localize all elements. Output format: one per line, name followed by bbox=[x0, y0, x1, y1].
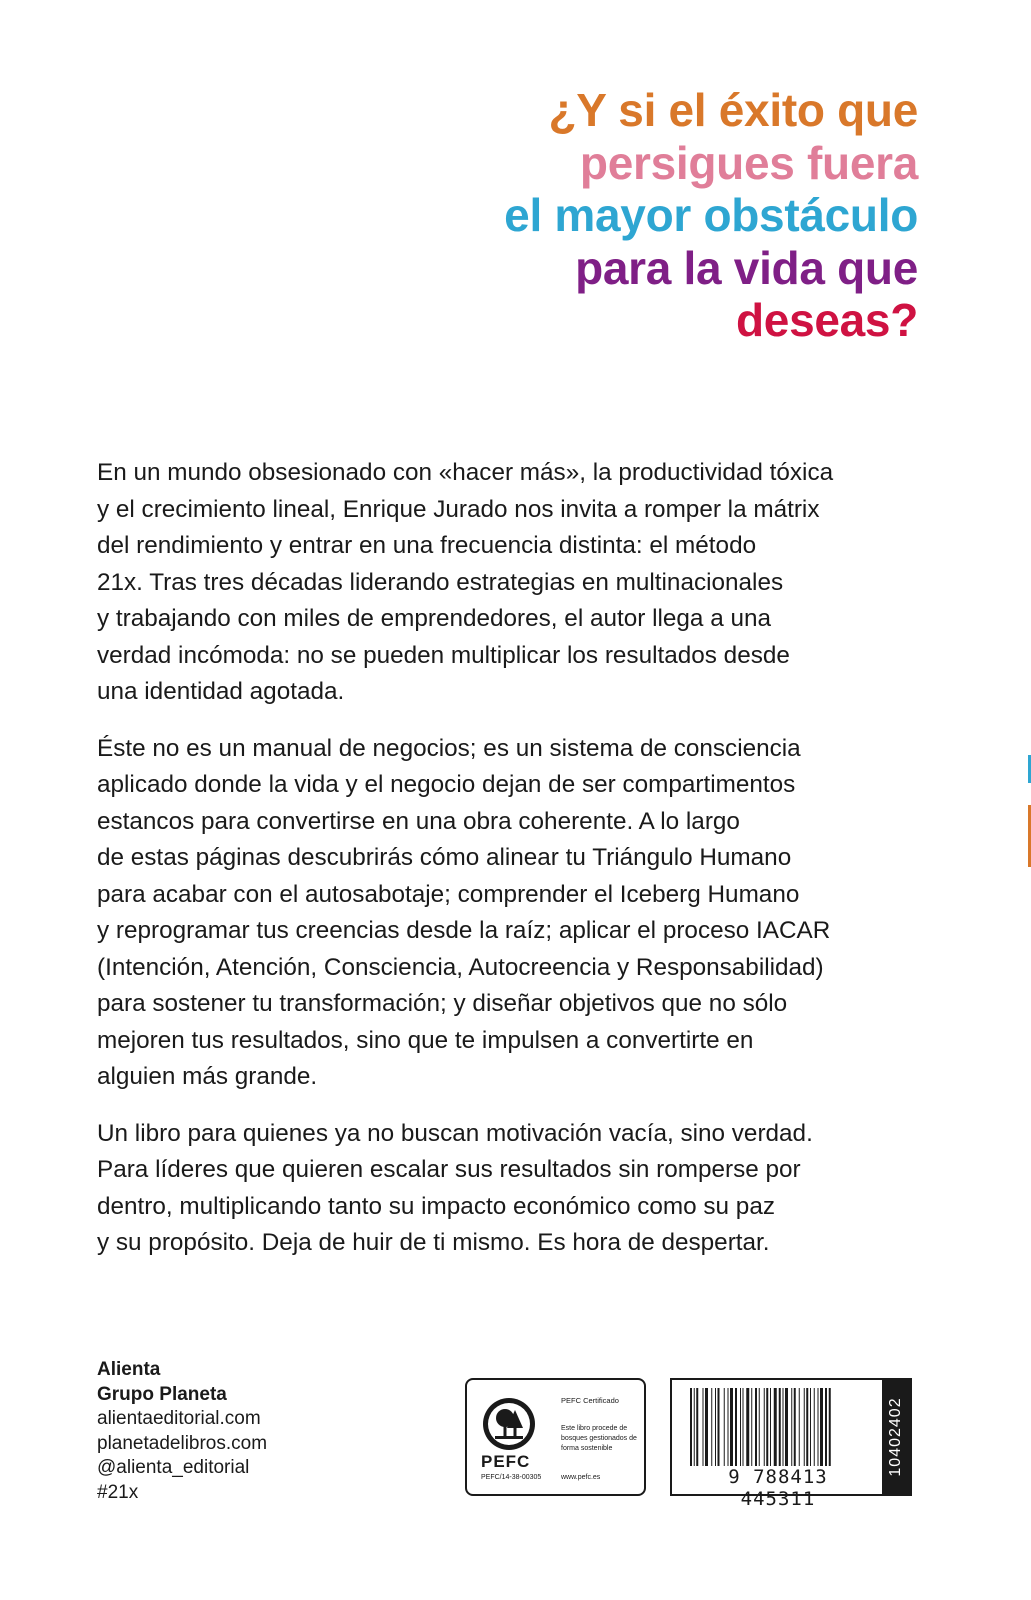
publisher-info bbox=[97, 1358, 267, 1505]
synopsis-line: (Intención, Atención, Consciencia, Autocreencia y Responsabilidad) bbox=[97, 953, 824, 981]
synopsis-line: para sostener tu transformación; y diseñar objetivos que no sólo bbox=[97, 990, 788, 1017]
publisher-website: alientaeditorial.com bbox=[97, 1408, 261, 1429]
synopsis-line: y el crecimiento lineal, Enrique Jurado nos invita a romper la mátrix bbox=[97, 495, 820, 523]
synopsis-line: 21x. Tras tres décadas liderando estrategias en multinacionales bbox=[97, 568, 784, 596]
headline-line: deseas? bbox=[735, 294, 918, 346]
synopsis-line: del rendimiento y entrar en una frecuencia distinta: el método bbox=[97, 532, 757, 559]
headline-line: para la vida que bbox=[575, 241, 918, 294]
synopsis-line: y su propósito. Deja de huir de ti mismo. Es hora de despertar. bbox=[97, 1229, 770, 1256]
synopsis-line: y trabajando con miles de emprendedores, el autor llega a una bbox=[97, 605, 771, 632]
group-website: planetadelibros.com bbox=[97, 1432, 268, 1454]
synopsis-line: Un libro para quienes ya no buscan motivación vacía, sino verdad. bbox=[97, 1119, 813, 1147]
synopsis-line: una identidad agotada. bbox=[97, 678, 345, 705]
book-synopsis bbox=[97, 455, 927, 1282]
synopsis-line: Para líderes que quieren escalar sus resultados sin romperse por bbox=[97, 1156, 801, 1183]
barcode-bars bbox=[688, 1388, 868, 1466]
headline-line: el mayor obstáculo bbox=[504, 189, 918, 241]
pefc-certification-box bbox=[465, 1378, 646, 1496]
synopsis-line: Éste no es un manual de negocios; es un sistema de consciencia bbox=[97, 734, 801, 762]
pefc-label: PEFC bbox=[481, 1452, 531, 1471]
publisher-name: Alienta bbox=[97, 1359, 161, 1380]
pefc-certified-text: PEFC Certificado bbox=[561, 1396, 619, 1405]
publisher-group: Grupo Planeta bbox=[97, 1383, 227, 1405]
product-code-strip bbox=[882, 1380, 910, 1494]
headline-line: ¿Y si el éxito que bbox=[548, 84, 918, 136]
synopsis-line: aplicado donde la vida y el negocio dejan de ser compartimentos bbox=[97, 771, 796, 798]
social-handle: @alienta_editorial bbox=[97, 1457, 250, 1478]
synopsis-line: estancos para convertirse en una obra coherente. A lo largo bbox=[97, 807, 740, 835]
synopsis-line: y reprogramar tus creencias desde la raíz; aplicar el proceso IACAR bbox=[97, 917, 831, 944]
hashtag: #21x bbox=[97, 1481, 139, 1503]
pefc-description: Este libro procede de bosques gestionados de forma sostenible bbox=[561, 1425, 637, 1452]
back-cover-headline bbox=[504, 84, 918, 347]
isbn-number: 9 788413 445311 bbox=[728, 1466, 828, 1510]
synopsis-line: dentro, multiplicando tanto su impacto económico como su paz bbox=[97, 1192, 775, 1220]
synopsis-line: alguien más grande. bbox=[97, 1063, 318, 1090]
synopsis-paragraph-1 bbox=[97, 455, 927, 711]
pefc-website: www.pefc.es bbox=[561, 1474, 601, 1481]
synopsis-paragraph-3 bbox=[97, 1116, 927, 1262]
synopsis-line: mejoren tus resultados, sino que te impulsen a convertirte en bbox=[97, 1026, 754, 1054]
synopsis-line: En un mundo obsesionado con «hacer más», la productividad tóxica bbox=[97, 459, 834, 486]
headline-line: persigues fuera bbox=[579, 136, 918, 189]
isbn-barcode-box bbox=[670, 1378, 912, 1510]
pefc-tree-logo-icon bbox=[481, 1396, 537, 1452]
synopsis-line: verdad incómoda: no se pueden multiplicar los resultados desde bbox=[97, 641, 790, 669]
pefc-license-code: PEFC/14-38-00305 bbox=[481, 1474, 542, 1481]
product-code: 10402402 bbox=[887, 1397, 904, 1477]
synopsis-line: de estas páginas descubrirás cómo alinear tu Triángulo Humano bbox=[97, 844, 792, 871]
synopsis-line: para acabar con el autosabotaje; comprender el Iceberg Humano bbox=[97, 880, 800, 908]
synopsis-paragraph-2 bbox=[97, 731, 927, 1096]
